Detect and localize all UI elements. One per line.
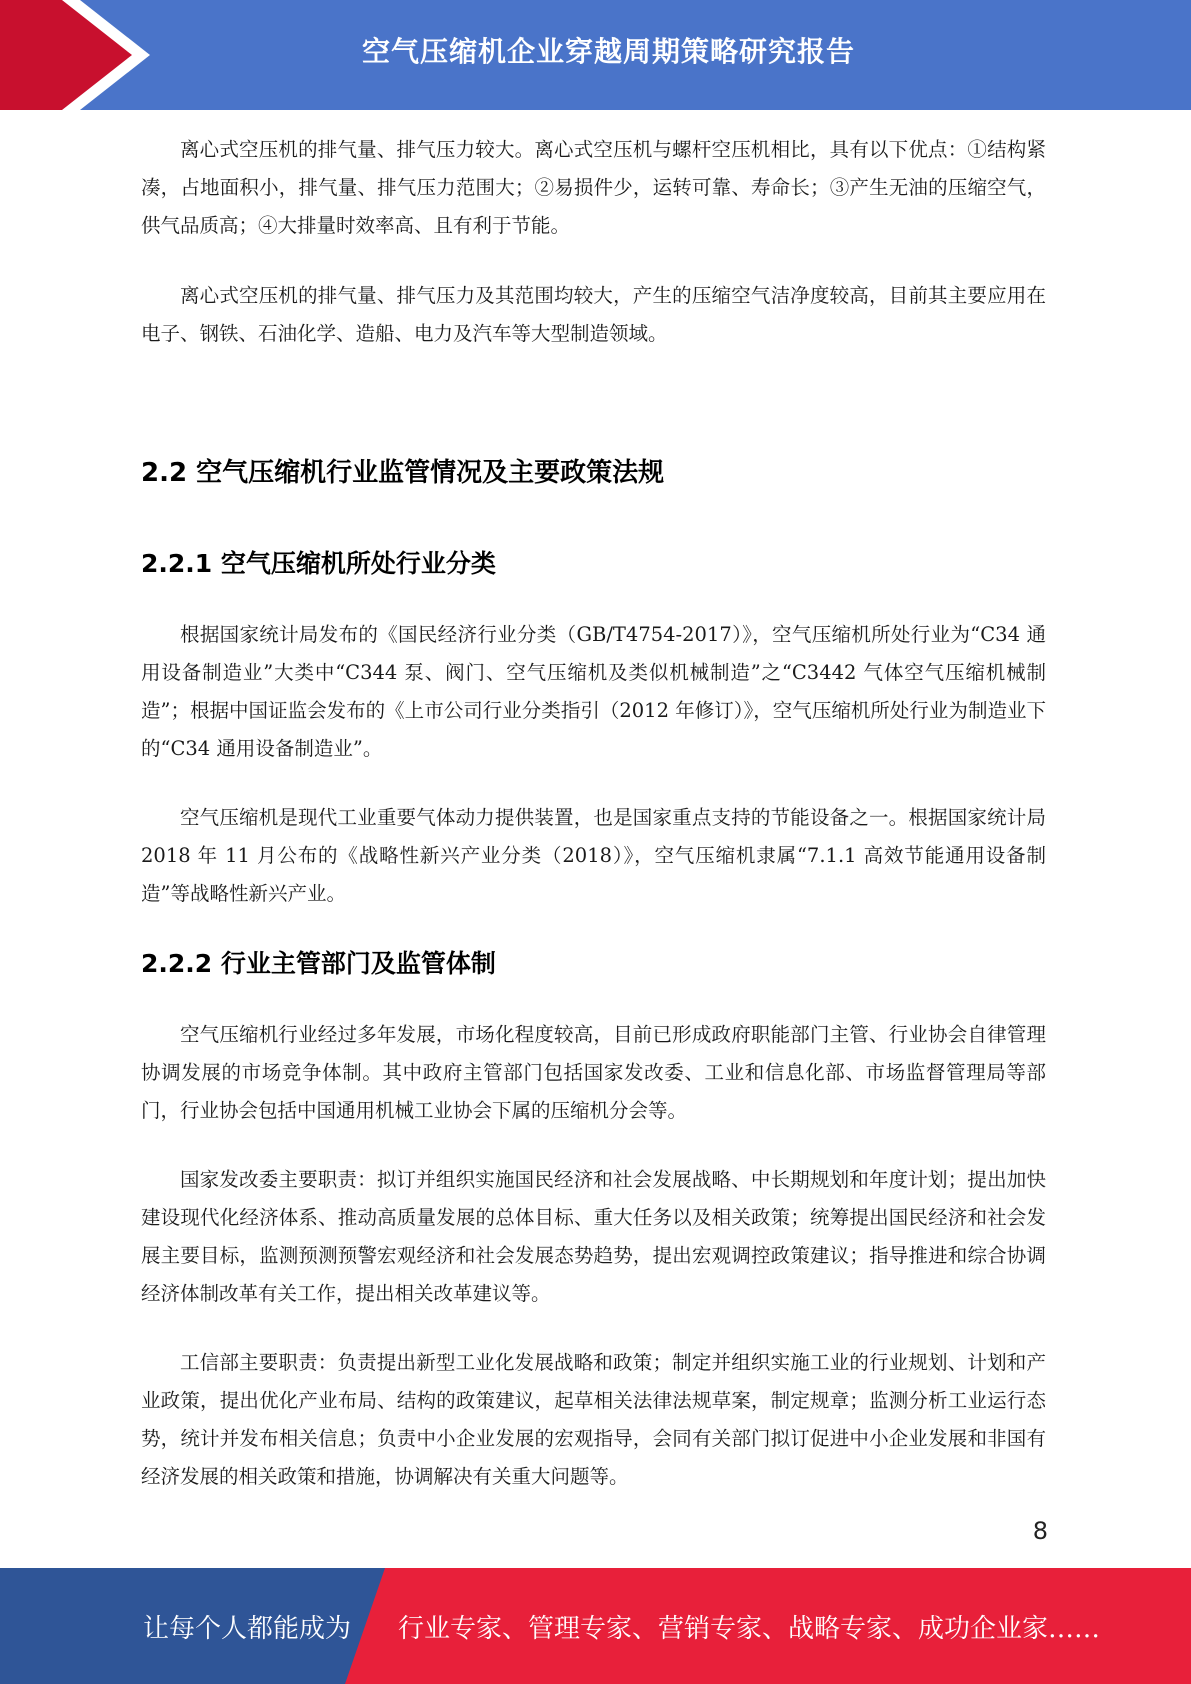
section-heading-2-2-2: 2.2.2 行业主管部门及监管体制 xyxy=(141,949,496,978)
intro-section xyxy=(141,131,1046,245)
page-number: 8 xyxy=(1032,1517,1048,1545)
paragraph-industry-classification: 根据国家统计局发布的《国民经济行业分类（GB/T4754-2017）》，空气压缩机所处行业为“C34 通用设备制造业”大类中“C344 泵、阀门、空气压缩机及类似机械制造”之“C3442 气体空气压缩机械制造”；根据中国证监会发布的《上市公司行业分类指引（2012 年修订）》，空气压缩机所处行业为制造业下的“C34 通用设备制造业”。 xyxy=(141,623,1046,760)
page-header xyxy=(0,0,1191,110)
document-title: 空气压缩机企业穿越周期策略研究报告 xyxy=(361,35,855,68)
section-2-2-1-body xyxy=(141,616,1046,768)
paragraph-miit-duties: 工信部主要职责：负责提出新型工业化发展战略和政策；制定并组织实施工业的行业规划、计划和产业政策，提出优化产业布局、结构的政策建议，起草相关法律法规草案，制定规章；监测分析工业运行态势，统计并发布相关信息；负责中小企业发展的宏观指导，会同有关部门拟订促进中小企业发展和非国有经济发展的相关政策和措施，协调解决有关重大问题等。 xyxy=(141,1351,1046,1488)
paragraph-strategic-industry: 空气压缩机是现代工业重要气体动力提供装置，也是国家重点支持的节能设备之一。根据国家统计局 2018 年 11 月公布的《战略性新兴产业分类（2018）》，空气压缩机隶属“7.1.1 高效节能通用设备制造”等战略性新兴产业。 xyxy=(141,806,1046,905)
section-heading-2-2-1: 2.2.1 空气压缩机所处行业分类 xyxy=(141,549,496,578)
footer-slogan-left: 让每个人都能成为 xyxy=(143,1613,352,1644)
paragraph-regulatory-system: 空气压缩机行业经过多年发展，市场化程度较高，目前已形成政府职能部门主管、行业协会自律管理协调发展的市场竞争体制。其中政府主管部门包括国家发改委、工业和信息化部、市场监督管理局等部门，行业协会包括中国通用机械工业协会下属的压缩机分会等。 xyxy=(141,1023,1046,1122)
paragraph-centrifugal-advantages: 离心式空压机的排气量、排气压力较大。离心式空压机与螺杆空压机相比，具有以下优点：①结构紧凑，占地面积小，排气量、排气压力范围大；②易损件少，运转可靠、寿命长；③产生无油的压缩空气，供气品质高；④大排量时效率高、且有利于节能。 xyxy=(141,138,1046,237)
section-2-2-2-body-2 xyxy=(141,1161,1046,1313)
section-heading-2-2: 2.2 空气压缩机行业监管情况及主要政策法规 xyxy=(141,458,665,488)
paragraph-centrifugal-applications: 离心式空压机的排气量、排气压力及其范围均较大，产生的压缩空气洁净度较高，目前其主要应用在电子、钢铁、石油化学、造船、电力及汽车等大型制造领域。 xyxy=(141,284,1046,345)
section-2-2-2-body-3 xyxy=(141,1344,1046,1496)
footer-slogan-right: 行业专家、管理专家、营销专家、战略专家、成功企业家…… xyxy=(398,1613,1101,1644)
section-2-2-1-body-2 xyxy=(141,799,1046,913)
intro-section-2 xyxy=(141,277,1046,353)
section-2-2-2-body xyxy=(141,1016,1046,1130)
paragraph-ndrc-duties: 国家发改委主要职责：拟订并组织实施国民经济和社会发展战略、中长期规划和年度计划；提出加快建设现代化经济体系、推动高质量发展的总体目标、重大任务以及相关政策；统筹提出国民经济和社会发展主要目标，监测预测预警宏观经济和社会发展态势趋势，提出宏观调控政策建议；指导推进和综合协调经济体制改革有关工作，提出相关改革建议等。 xyxy=(141,1168,1046,1305)
page-footer xyxy=(0,1568,1191,1684)
